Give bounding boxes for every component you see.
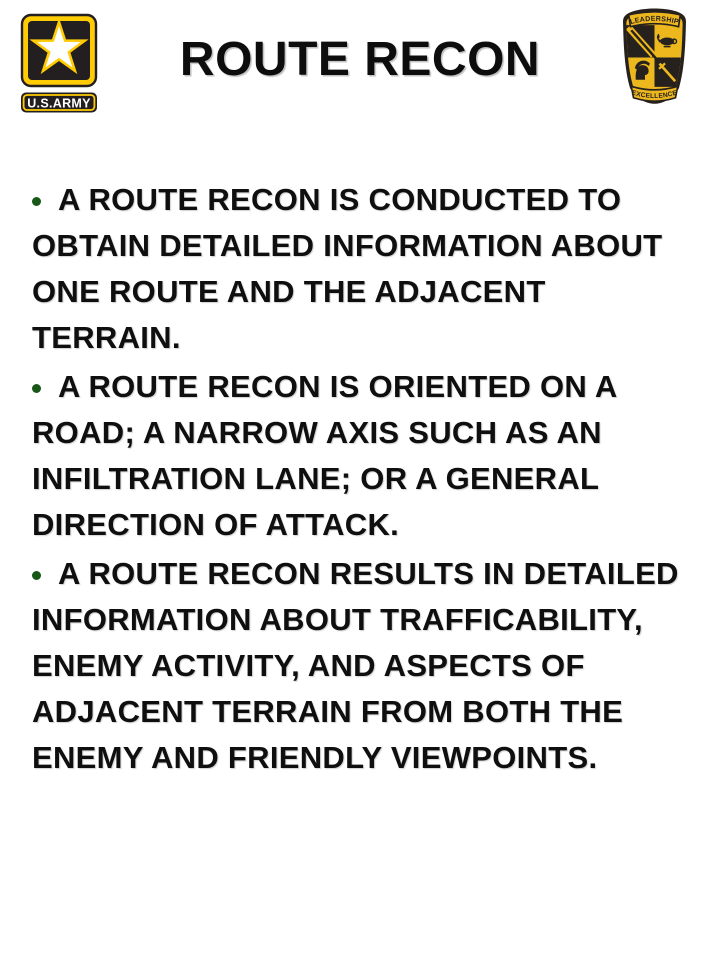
bullet-line: INFORMATION ABOUT TRAFFICABILITY, <box>32 602 643 637</box>
page-title: ROUTE RECON <box>179 33 541 86</box>
bullet-line: A ROUTE RECON RESULTS IN DETAILED <box>58 556 679 591</box>
bullet-line: ENEMY AND FRIENDLY VIEWPOINTS. <box>32 740 598 775</box>
bullet-line: ONE ROUTE AND THE ADJACENT <box>32 274 546 309</box>
bullet-line: ROAD; A NARROW AXIS SUCH AS AN <box>32 415 602 450</box>
bullet-line: OBTAIN DETAILED INFORMATION ABOUT <box>32 228 663 263</box>
us-army-logo-label: U.S.ARMY <box>27 96 91 111</box>
army-logo-bar <box>21 93 97 113</box>
bullet-line: TERRAIN. <box>32 320 181 355</box>
slide-body <box>32 177 692 784</box>
bullet-item-1 <box>32 177 692 361</box>
bullet-line: A ROUTE RECON IS ORIENTED ON A <box>58 369 618 404</box>
patch-banner-bottom-label: EXCELLENCE <box>630 89 679 100</box>
bullet-line: ADJACENT TERRAIN FROM BOTH THE <box>32 694 624 729</box>
bullet-line: DIRECTION OF ATTACK. <box>32 507 400 542</box>
bullet-dot <box>32 197 41 206</box>
bullet-dot <box>32 571 41 580</box>
rotc-patch-icon <box>621 7 688 105</box>
bullet-line: ENEMY ACTIVITY, AND ASPECTS OF <box>32 648 585 683</box>
bullet-line: INFILTRATION LANE; OR A GENERAL <box>32 461 600 496</box>
bullet-dot <box>32 384 41 393</box>
patch-banner-top-label: LEADERSHIP <box>629 15 680 27</box>
bullet-item-2 <box>32 364 692 548</box>
bullet-item-3 <box>32 551 692 781</box>
bullet-line: A ROUTE RECON IS CONDUCTED TO <box>58 182 622 217</box>
